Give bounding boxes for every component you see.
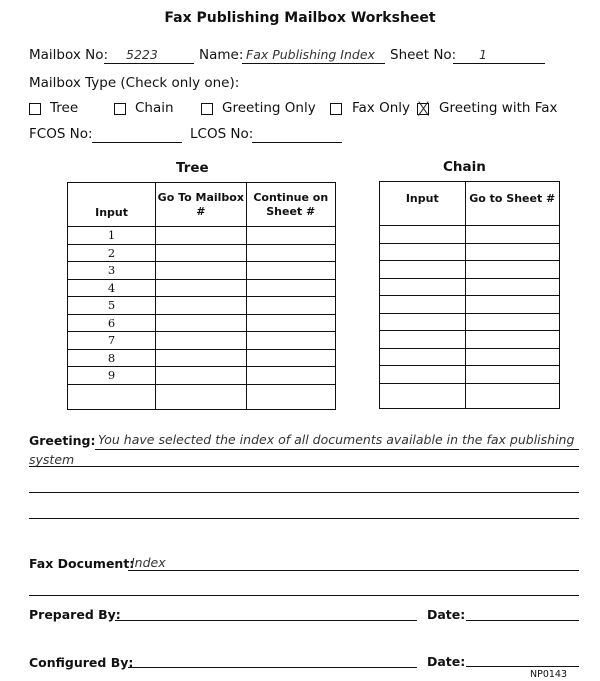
chain-table (379, 181, 560, 409)
chain-cell-input[interactable] (380, 261, 466, 279)
tree-cell-continue[interactable] (246, 332, 336, 350)
chain-cell-input[interactable] (380, 278, 466, 296)
table-row (380, 313, 560, 331)
chain-cell-goto[interactable] (465, 226, 559, 244)
fax-document-value: Index (131, 555, 166, 570)
greeting-only-option-label: Greeting Only (222, 100, 316, 116)
sheet-no-label: Sheet No: (390, 47, 457, 63)
tree-cell-goto[interactable] (156, 279, 246, 297)
table-row (380, 383, 560, 408)
chain-cell-goto[interactable] (465, 296, 559, 314)
tree-cell-continue[interactable] (246, 262, 336, 280)
configured-date-label: Date: (427, 654, 466, 669)
configured-date-line[interactable] (466, 666, 579, 667)
chain-heading: Chain (443, 159, 486, 175)
chain-cell-goto[interactable] (465, 313, 559, 331)
tree-col-goto: Go To Mailbox # (156, 183, 246, 227)
table-row (68, 349, 336, 367)
tree-table (67, 182, 336, 410)
greeting-only-checkbox[interactable] (201, 103, 213, 115)
chain-col-input: Input (380, 182, 466, 226)
greeting-line-2[interactable] (29, 466, 579, 467)
tree-checkbox[interactable] (29, 103, 41, 115)
chain-option-label: Chain (135, 100, 174, 116)
tree-cell-input: 6 (68, 314, 156, 332)
tree-cell-input: 1 (68, 227, 156, 245)
table-row (380, 278, 560, 296)
prepared-date-label: Date: (427, 607, 466, 622)
tree-heading: Tree (176, 160, 209, 176)
chain-cell-input[interactable] (380, 226, 466, 244)
table-row (380, 243, 560, 261)
name-field[interactable] (242, 47, 385, 64)
greeting-line-3[interactable] (29, 492, 579, 493)
mailbox-no-value: 5223 (126, 47, 158, 62)
chain-cell-input[interactable] (380, 313, 466, 331)
tree-cell-continue[interactable] (246, 349, 336, 367)
tree-cell-continue[interactable] (246, 384, 336, 409)
tree-cell-continue[interactable] (246, 227, 336, 245)
lcos-field[interactable] (252, 126, 342, 143)
name-label: Name: (199, 47, 244, 63)
tree-cell-continue[interactable] (246, 314, 336, 332)
table-row (380, 226, 560, 244)
greeting-text-line-2: system (29, 452, 75, 467)
fax-document-line-2[interactable] (29, 595, 579, 596)
table-row (380, 296, 560, 314)
chain-checkbox[interactable] (114, 103, 126, 115)
tree-cell-input: 5 (68, 297, 156, 315)
chain-cell-input[interactable] (380, 348, 466, 366)
chain-cell-goto[interactable] (465, 261, 559, 279)
table-row (68, 227, 336, 245)
tree-cell-input: 9 (68, 367, 156, 385)
greeting-label: Greeting: (29, 433, 96, 448)
tree-cell-continue[interactable] (246, 367, 336, 385)
tree-cell-goto[interactable] (156, 314, 246, 332)
table-row (68, 244, 336, 262)
form-code: NP0143 (530, 669, 568, 680)
mailbox-no-label: Mailbox No: (29, 47, 109, 63)
greeting-with-fax-option-label: Greeting with Fax (439, 100, 558, 116)
mailbox-no-field[interactable] (104, 47, 194, 64)
prepared-by-label: Prepared By: (29, 607, 121, 622)
table-row (380, 261, 560, 279)
page-title: Fax Publishing Mailbox Worksheet (164, 10, 436, 26)
table-row (68, 384, 336, 409)
tree-cell-input (68, 384, 156, 409)
tree-col-input: Input (68, 183, 156, 227)
tree-cell-goto[interactable] (156, 262, 246, 280)
chain-col-goto: Go to Sheet # (465, 182, 559, 226)
lcos-label: LCOS No: (190, 126, 254, 142)
table-row (380, 366, 560, 384)
configured-by-line[interactable] (128, 667, 417, 668)
table-row (380, 331, 560, 349)
chain-cell-goto[interactable] (465, 331, 559, 349)
tree-cell-goto[interactable] (156, 297, 246, 315)
tree-cell-continue[interactable] (246, 244, 336, 262)
fax-only-option-label: Fax Only (352, 100, 411, 116)
tree-cell-input: 3 (68, 262, 156, 280)
tree-cell-input: 4 (68, 279, 156, 297)
tree-cell-goto[interactable] (156, 349, 246, 367)
greeting-line-4[interactable] (29, 518, 579, 519)
tree-cell-input: 2 (68, 244, 156, 262)
chain-cell-input[interactable] (380, 366, 466, 384)
chain-cell-goto[interactable] (465, 383, 559, 408)
chain-cell-goto[interactable] (465, 278, 559, 296)
chain-cell-input[interactable] (380, 331, 466, 349)
tree-cell-continue[interactable] (246, 297, 336, 315)
fax-document-label: Fax Document: (29, 556, 135, 571)
table-row (68, 297, 336, 315)
tree-cell-continue[interactable] (246, 279, 336, 297)
sheet-no-field[interactable] (453, 47, 545, 64)
fcos-label: FCOS No: (29, 126, 93, 142)
table-row (68, 367, 336, 385)
tree-cell-input: 7 (68, 332, 156, 350)
table-row (68, 262, 336, 280)
tree-col-continue: Continue on Sheet # (246, 183, 336, 227)
greeting-text-line-1: You have selected the index of all documents available in the fax publishing (98, 432, 575, 447)
tree-option-label: Tree (50, 100, 79, 116)
tree-cell-goto[interactable] (156, 384, 246, 409)
greeting-line-1[interactable] (95, 449, 579, 450)
table-row (380, 348, 560, 366)
sheet-no-value: 1 (479, 47, 487, 62)
chain-cell-goto[interactable] (465, 366, 559, 384)
chain-cell-input[interactable] (380, 383, 466, 408)
chain-cell-input[interactable] (380, 296, 466, 314)
prepared-date-line[interactable] (466, 620, 579, 621)
table-row (68, 314, 336, 332)
tree-cell-goto[interactable] (156, 244, 246, 262)
chain-cell-goto[interactable] (465, 348, 559, 366)
tree-cell-goto[interactable] (156, 367, 246, 385)
table-row (68, 279, 336, 297)
fax-document-line[interactable] (128, 570, 579, 571)
tree-cell-goto[interactable] (156, 227, 246, 245)
chain-cell-goto[interactable] (465, 243, 559, 261)
tree-cell-goto[interactable] (156, 332, 246, 350)
configured-by-label: Configured By: (29, 655, 134, 670)
chain-cell-input[interactable] (380, 243, 466, 261)
fcos-field[interactable] (92, 126, 182, 143)
prepared-by-line[interactable] (115, 620, 417, 621)
mailbox-type-label: Mailbox Type (Check only one): (29, 75, 240, 91)
greeting-with-fax-checkbox[interactable] (417, 103, 429, 115)
tree-cell-input: 8 (68, 349, 156, 367)
name-value: Fax Publishing Index (246, 47, 375, 62)
table-row (68, 332, 336, 350)
fax-only-checkbox[interactable] (330, 103, 342, 115)
